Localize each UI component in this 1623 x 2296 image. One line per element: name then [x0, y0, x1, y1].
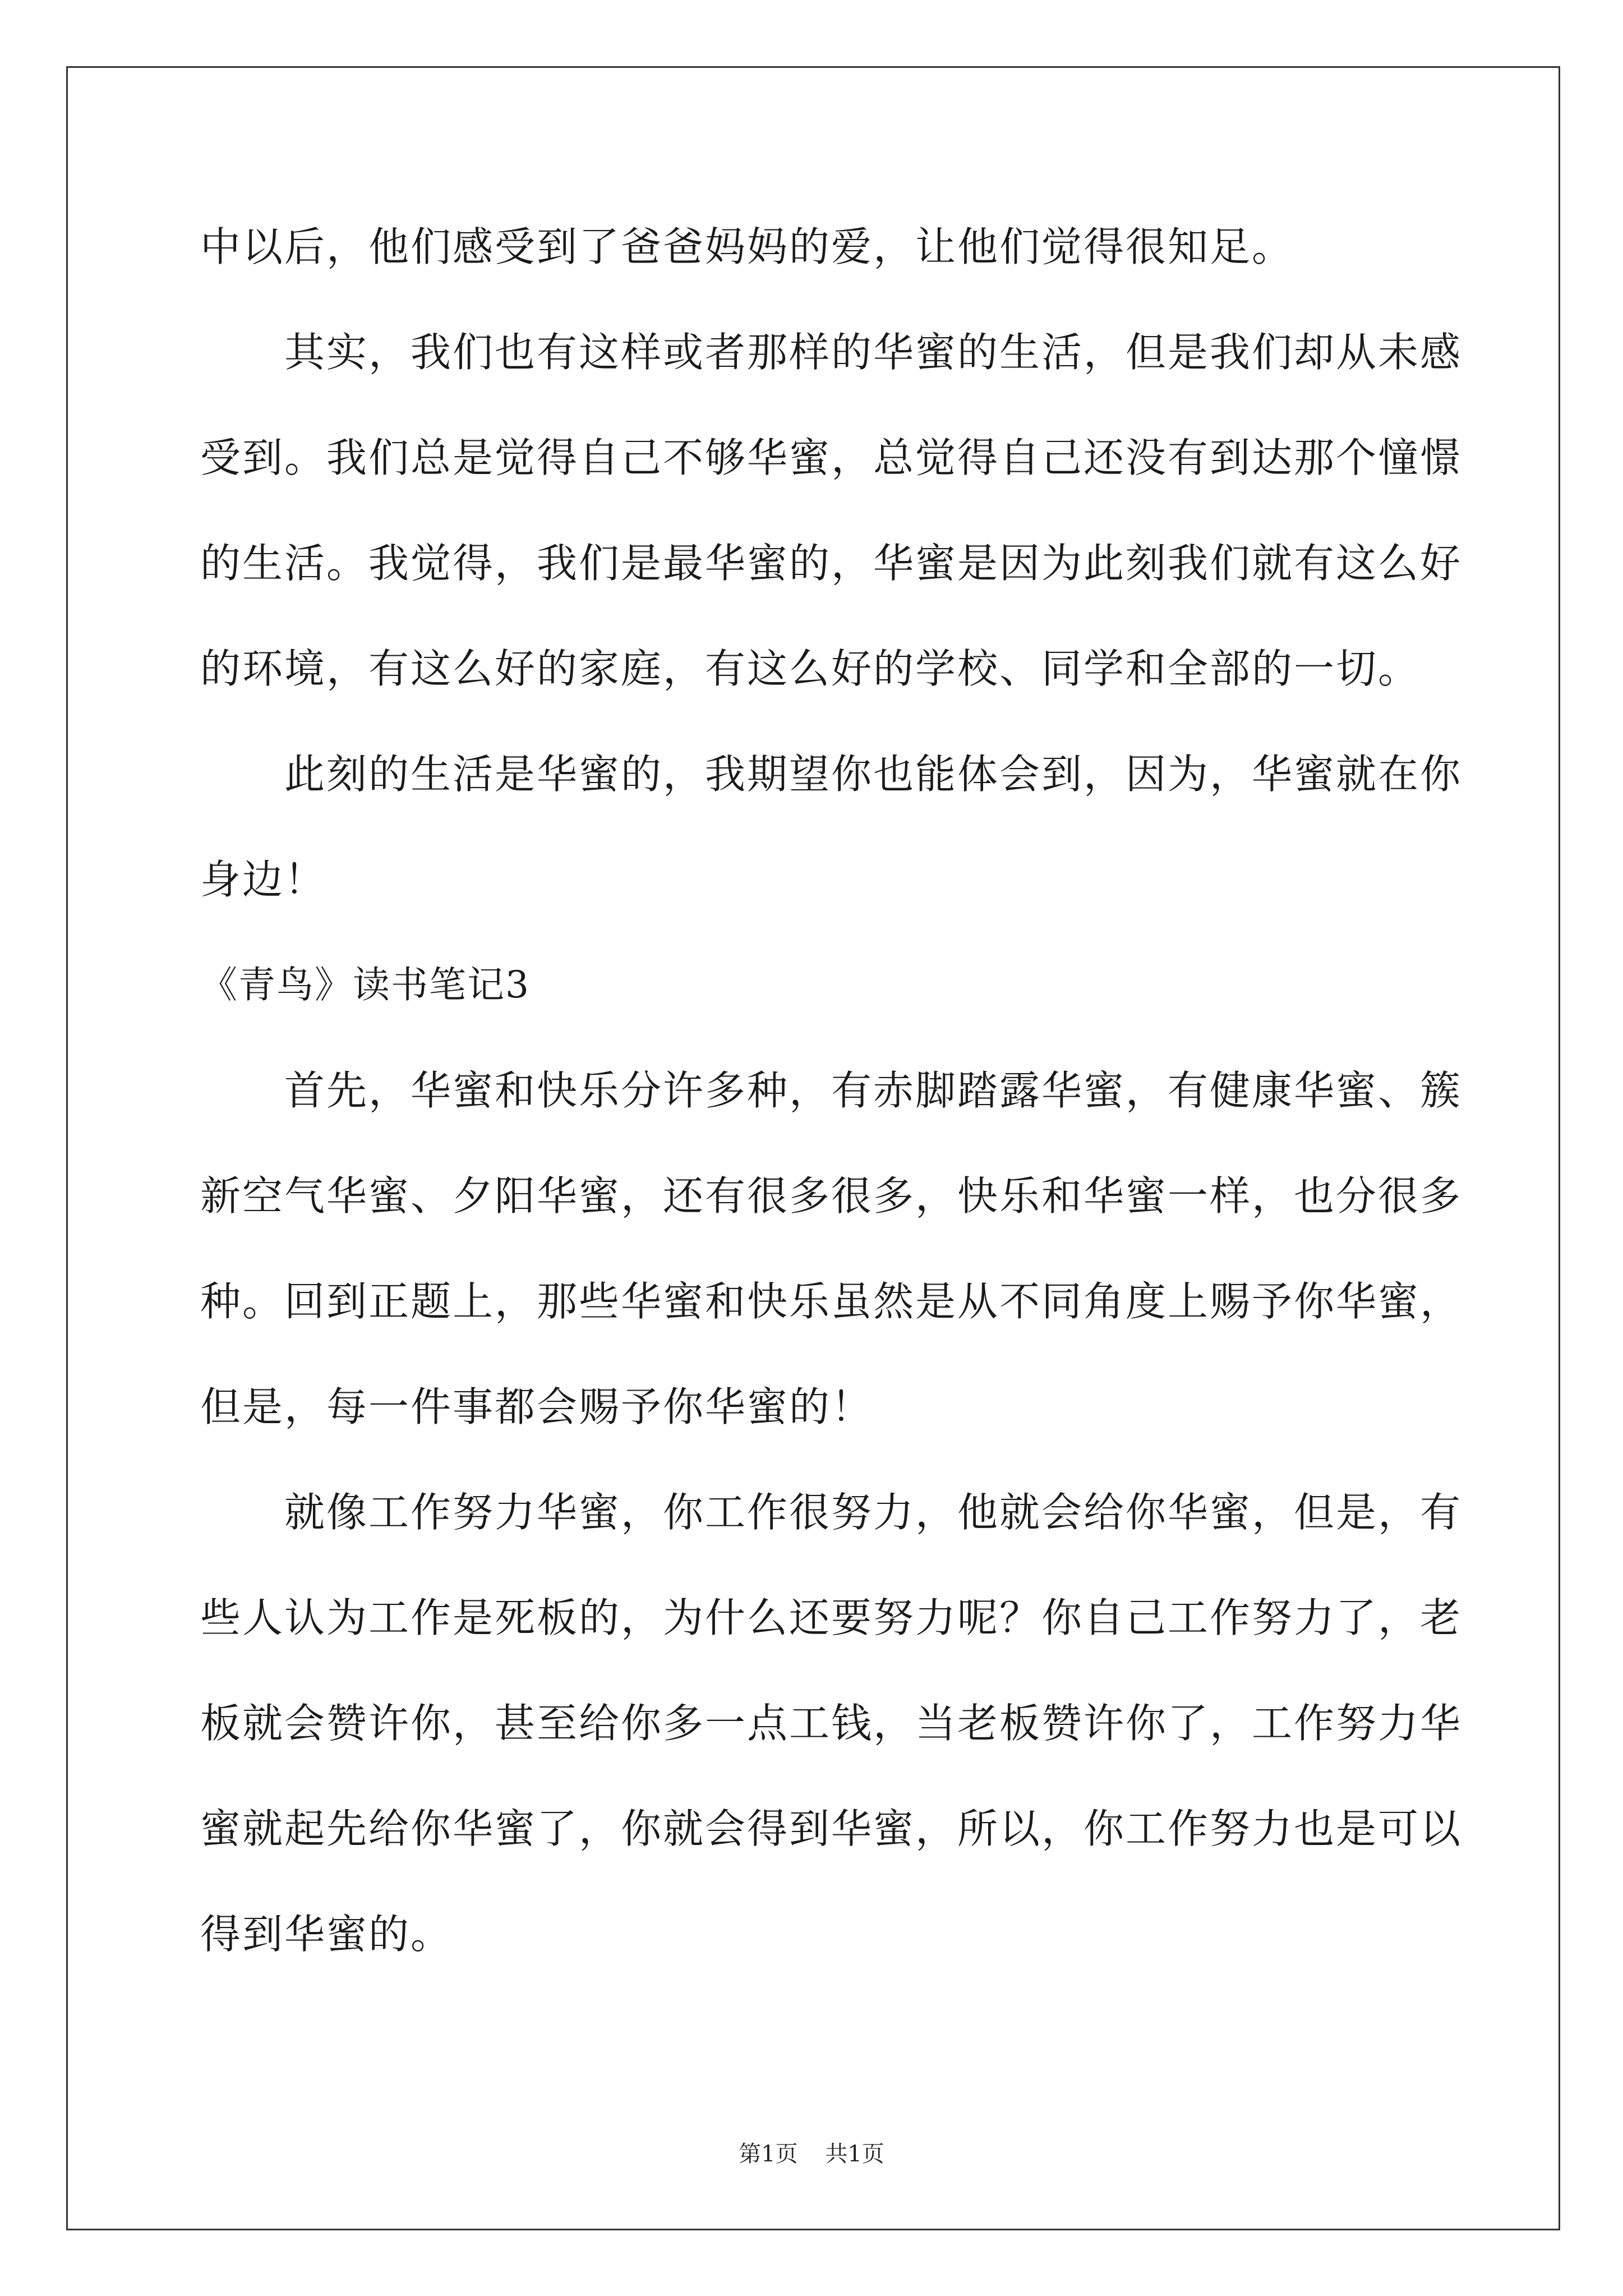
page-footer	[0, 2141, 1623, 2168]
page-total: 共1页	[825, 2141, 884, 2167]
document-body	[200, 209, 1463, 2001]
text-line: 得到华蜜的。	[200, 1911, 453, 1958]
text-line: 受到。我们总是觉得自己不够华蜜，总觉得自己还没有到达那个憧憬	[200, 434, 1463, 481]
paragraph-start-line: 此刻的生活是华蜜的，我期望你也能体会到，因为，华蜜就在你	[284, 751, 1463, 798]
section-heading: 《青鸟》读书笔记3	[200, 963, 530, 1006]
text-line: 但是，每一件事都会赐予你华蜜的！	[200, 1383, 874, 1430]
text-line: 蜜就起先给你华蜜了，你就会得到华蜜，所以，你工作努力也是可以	[200, 1805, 1463, 1852]
paragraph-start-line: 就像工作努力华蜜，你工作很努力，他就会给你华蜜，但是，有	[284, 1489, 1463, 1536]
text-line: 中以后，他们感受到了爸爸妈妈的爱，让他们觉得很知足。	[200, 223, 1294, 270]
text-line: 的生活。我觉得，我们是最华蜜的，华蜜是因为此刻我们就有这么好	[200, 540, 1463, 587]
text-line: 新空气华蜜、夕阳华蜜，还有很多很多，快乐和华蜜一样，也分很多	[200, 1172, 1463, 1220]
text-line: 种。回到正题上，那些华蜜和快乐虽然是从不同角度上赐予你华蜜，	[200, 1278, 1463, 1325]
text-line: 些人认为工作是死板的，为什么还要努力呢？你自己工作努力了，老	[200, 1594, 1463, 1641]
text-line: 的环境，有这么好的家庭，有这么好的学校、同学和全部的一切。	[200, 645, 1421, 692]
paragraph-start-line: 其实，我们也有这样或者那样的华蜜的生活，但是我们却从未感	[284, 329, 1463, 376]
page-number: 第1页	[739, 2141, 798, 2167]
text-line: 身边！	[200, 856, 327, 903]
paragraph-start-line: 首先，华蜜和快乐分许多种，有赤脚踏露华蜜，有健康华蜜、簇	[284, 1067, 1463, 1114]
text-line: 板就会赞许你，甚至给你多一点工钱，当老板赞许你了，工作努力华	[200, 1700, 1463, 1747]
